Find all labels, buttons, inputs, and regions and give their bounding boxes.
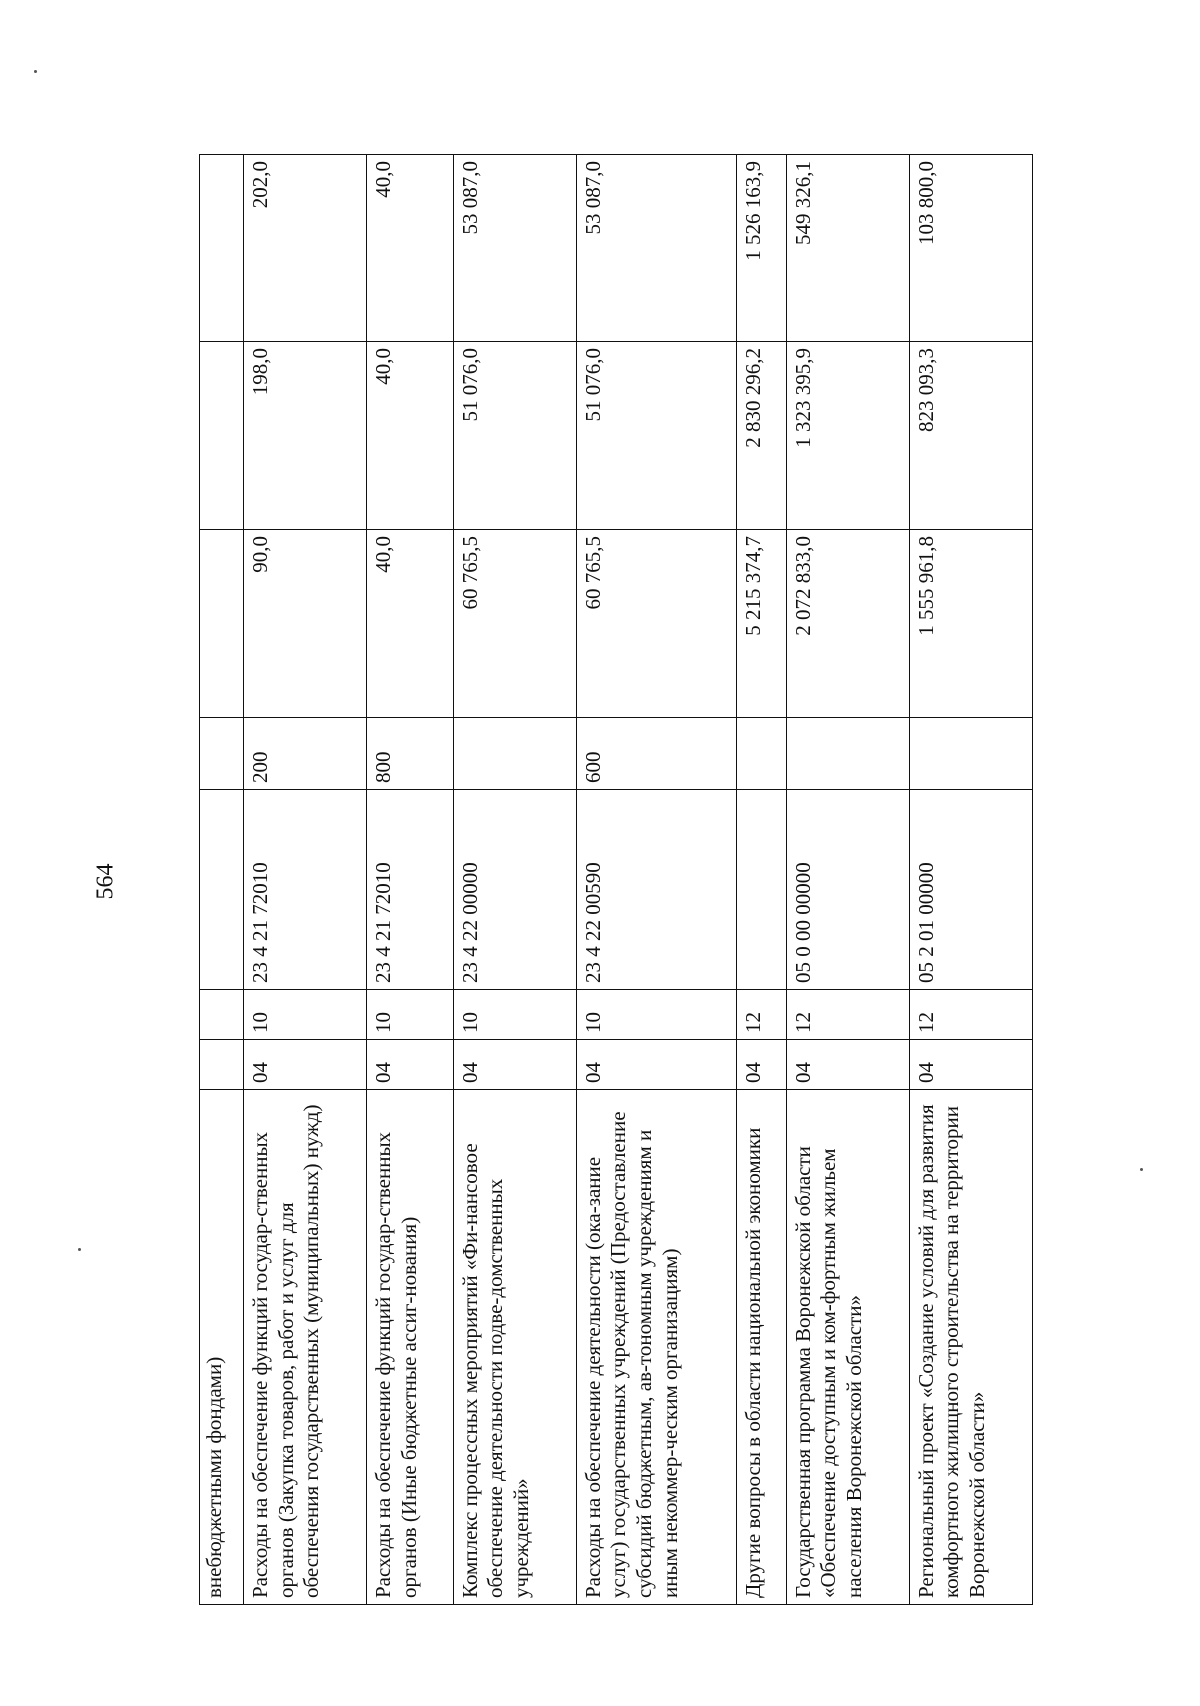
cell-empty	[200, 990, 244, 1040]
cell-empty	[200, 530, 244, 718]
cell-amount-year1: 1 555 961,8	[909, 530, 1032, 718]
cell-amount-year2: 51 076,0	[453, 342, 576, 530]
cell-subsection: 10	[576, 990, 736, 1040]
cell-subsection: 12	[736, 990, 786, 1040]
scan-speck	[1140, 1168, 1143, 1171]
cell-description: Государственная программа Воронежской области «Обеспечение доступным и ком-фортным жильем населения Воронежской области»	[786, 1090, 909, 1605]
scan-speck	[78, 1248, 81, 1251]
cell-description: внебюджетными фондами)	[200, 1090, 244, 1605]
cell-amount-year3: 53 087,0	[576, 155, 736, 342]
cell-subsection: 12	[909, 990, 1032, 1040]
cell-amount-year3: 1 526 163,9	[736, 155, 786, 342]
table-row	[243, 155, 366, 1605]
cell-empty	[200, 718, 244, 790]
cell-amount-year2: 1 323 395,9	[786, 342, 909, 530]
cell-amount-year3: 53 087,0	[453, 155, 576, 342]
cell-amount-year2: 198,0	[243, 342, 366, 530]
cell-description: Расходы на обеспечение функций государ-ственных органов (Иные бюджетные ассиг-нования)	[367, 1090, 453, 1605]
table-row	[786, 155, 909, 1605]
cell-target-article	[736, 790, 786, 990]
cell-amount-year3: 549 326,1	[786, 155, 909, 342]
cell-target-article: 23 4 22 00590	[576, 790, 736, 990]
cell-amount-year1: 60 765,5	[453, 530, 576, 718]
table-row	[736, 155, 786, 1605]
cell-target-article: 23 4 21 72010	[367, 790, 453, 990]
cell-description: Региональный проект «Создание условий для развития комфортного жилищного строительства на территории Воронежской области»	[909, 1090, 1032, 1605]
table-row	[453, 155, 576, 1605]
scan-speck	[34, 70, 37, 73]
cell-section: 04	[786, 1040, 909, 1090]
cell-amount-year2: 51 076,0	[576, 342, 736, 530]
cell-description: Расходы на обеспечение деятельности (ока-зание услуг) государственных учреждений (Предоставление субсидий бюджетным, ав-тономным учреждениям и иным некоммер-ческим организациям)	[576, 1090, 736, 1605]
cell-expense-type: 600	[576, 718, 736, 790]
cell-target-article: 05 2 01 00000	[909, 790, 1032, 990]
cell-amount-year1: 40,0	[367, 530, 453, 718]
cell-expense-type	[786, 718, 909, 790]
cell-section: 04	[909, 1040, 1032, 1090]
cell-amount-year1: 5 215 374,7	[736, 530, 786, 718]
cell-amount-year2: 823 093,3	[909, 342, 1032, 530]
cell-amount-year2: 40,0	[367, 342, 453, 530]
cell-empty	[200, 790, 244, 990]
cell-section: 04	[736, 1040, 786, 1090]
cell-amount-year3: 103 800,0	[909, 155, 1032, 342]
cell-description: Расходы на обеспечение функций государ-ственных органов (Закупка товаров, работ и услуг для обеспечения государственных (муниципальных) нужд)	[243, 1090, 366, 1605]
cell-section: 04	[576, 1040, 736, 1090]
table-row-continuation	[200, 155, 244, 1605]
cell-subsection: 10	[453, 990, 576, 1040]
page-number: 564	[92, 863, 119, 900]
table-row	[576, 155, 736, 1605]
cell-subsection: 12	[786, 990, 909, 1040]
rotated-page	[199, 155, 1033, 1605]
cell-amount-year3: 202,0	[243, 155, 366, 342]
budget-table	[199, 154, 1033, 1605]
cell-amount-year1: 2 072 833,0	[786, 530, 909, 718]
cell-amount-year1: 60 765,5	[576, 530, 736, 718]
cell-description: Другие вопросы в области национальной экономики	[736, 1090, 786, 1605]
cell-expense-type: 200	[243, 718, 366, 790]
cell-amount-year3: 40,0	[367, 155, 453, 342]
cell-description: Комплекс процессных мероприятий «Фи-нансовое обеспечение деятельности подве-домственных учреждений»	[453, 1090, 576, 1605]
cell-expense-type	[736, 718, 786, 790]
cell-section: 04	[453, 1040, 576, 1090]
cell-subsection: 10	[367, 990, 453, 1040]
cell-expense-type	[453, 718, 576, 790]
cell-target-article: 05 0 00 00000	[786, 790, 909, 990]
table-row	[367, 155, 453, 1605]
cell-section: 04	[367, 1040, 453, 1090]
cell-empty	[200, 155, 244, 342]
cell-amount-year1: 90,0	[243, 530, 366, 718]
cell-empty	[200, 342, 244, 530]
table-row	[909, 155, 1032, 1605]
cell-section: 04	[243, 1040, 366, 1090]
cell-target-article: 23 4 22 00000	[453, 790, 576, 990]
cell-target-article: 23 4 21 72010	[243, 790, 366, 990]
cell-subsection: 10	[243, 990, 366, 1040]
cell-amount-year2: 2 830 296,2	[736, 342, 786, 530]
cell-empty	[200, 1040, 244, 1090]
cell-expense-type	[909, 718, 1032, 790]
cell-expense-type: 800	[367, 718, 453, 790]
